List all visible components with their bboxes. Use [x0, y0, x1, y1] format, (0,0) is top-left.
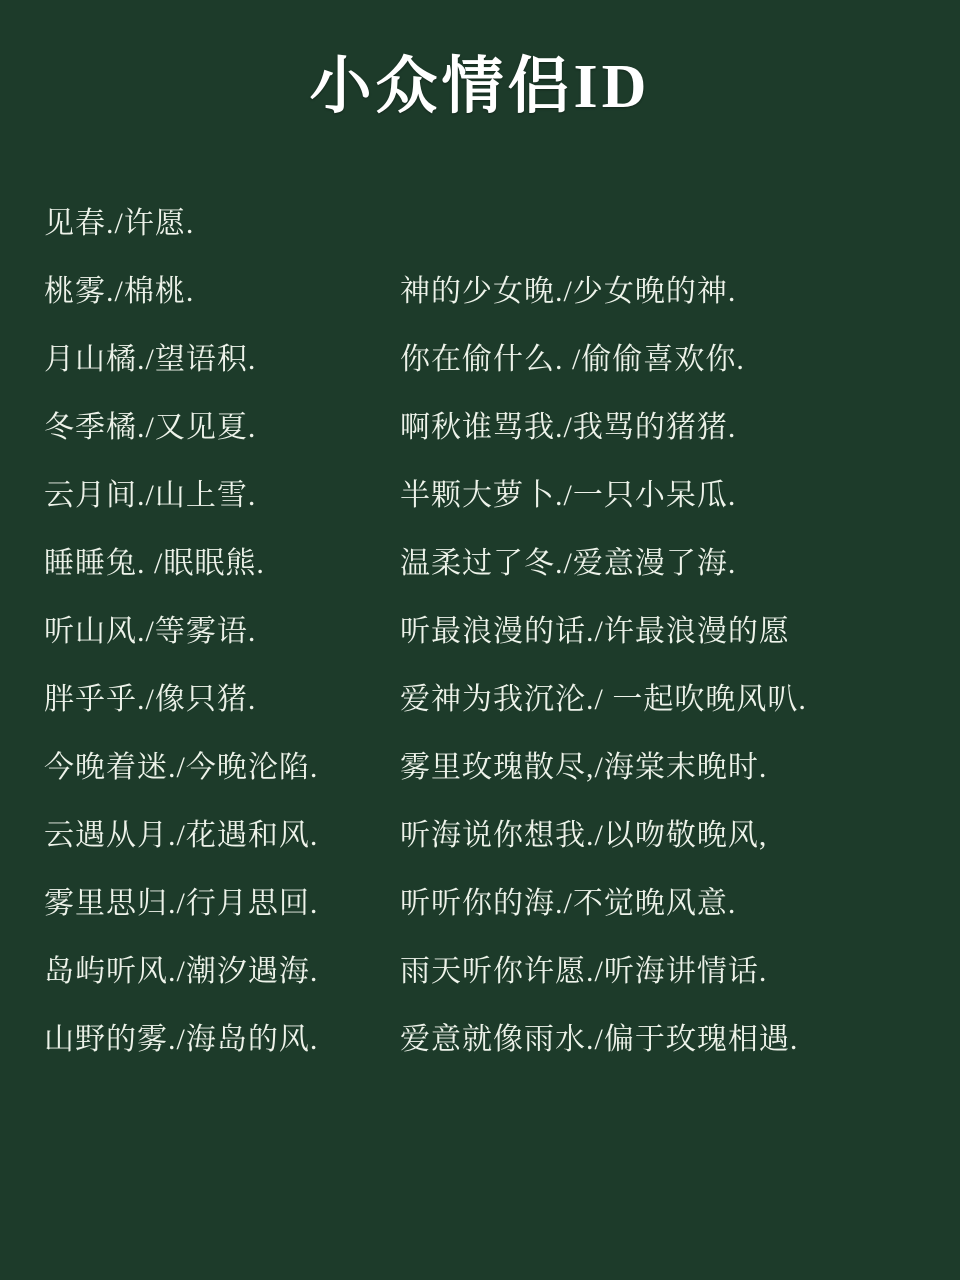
list-item: 听听你的海./不觉晚风意. — [400, 887, 737, 920]
list-item: 云遇从月./花遇和风. — [44, 819, 319, 852]
list-item: 见春./许愿. — [44, 207, 195, 240]
list-item: 冬季橘./又见夏. — [44, 411, 257, 444]
list-item: 听山风./等雾语. — [44, 615, 257, 648]
list-item: 啊秋谁骂我./我骂的猪猪. — [400, 411, 737, 444]
list-item: 桃雾./棉桃. — [44, 275, 195, 308]
list-item: 月山橘./望语积. — [44, 343, 257, 376]
list-item: 山野的雾./海岛的风. — [44, 1023, 319, 1056]
list-item: 听海说你想我./以吻敬晚风, — [400, 819, 768, 852]
list-item: 爱神为我沉沦./ 一起吹晚风叭. — [400, 683, 807, 716]
list-item: 爱意就像雨水./偏于玫瑰相遇. — [400, 1023, 799, 1056]
list-item: 温柔过了冬./爱意漫了海. — [400, 547, 737, 580]
id-list-right-column — [400, 190, 960, 1074]
list-item: 胖乎乎./像只猪. — [44, 683, 257, 716]
list-item: 听最浪漫的话./许最浪漫的愿 — [400, 615, 790, 648]
id-list-columns — [0, 190, 960, 1074]
list-item: 云月间./山上雪. — [44, 479, 257, 512]
list-item: 雨天听你许愿./听海讲情话. — [400, 955, 768, 988]
list-item: 神的少女晚./少女晚的神. — [400, 275, 737, 308]
list-item: 雾里思归./行月思回. — [44, 887, 319, 920]
column-offset-spacer — [400, 190, 960, 258]
page-title: 小众情侣ID — [309, 53, 651, 121]
list-item: 岛屿听风./潮汐遇海. — [44, 955, 319, 988]
list-item: 半颗大萝卜./一只小呆瓜. — [400, 479, 737, 512]
list-item: 雾里玫瑰散尽,/海棠末晚时. — [400, 751, 768, 784]
id-list-left-column — [0, 190, 400, 1074]
list-item: 睡睡兔. /眠眠熊. — [44, 547, 265, 580]
list-item: 你在偷什么. /偷偷喜欢你. — [400, 343, 745, 376]
list-item: 今晚着迷./今晚沦陷. — [44, 751, 319, 784]
